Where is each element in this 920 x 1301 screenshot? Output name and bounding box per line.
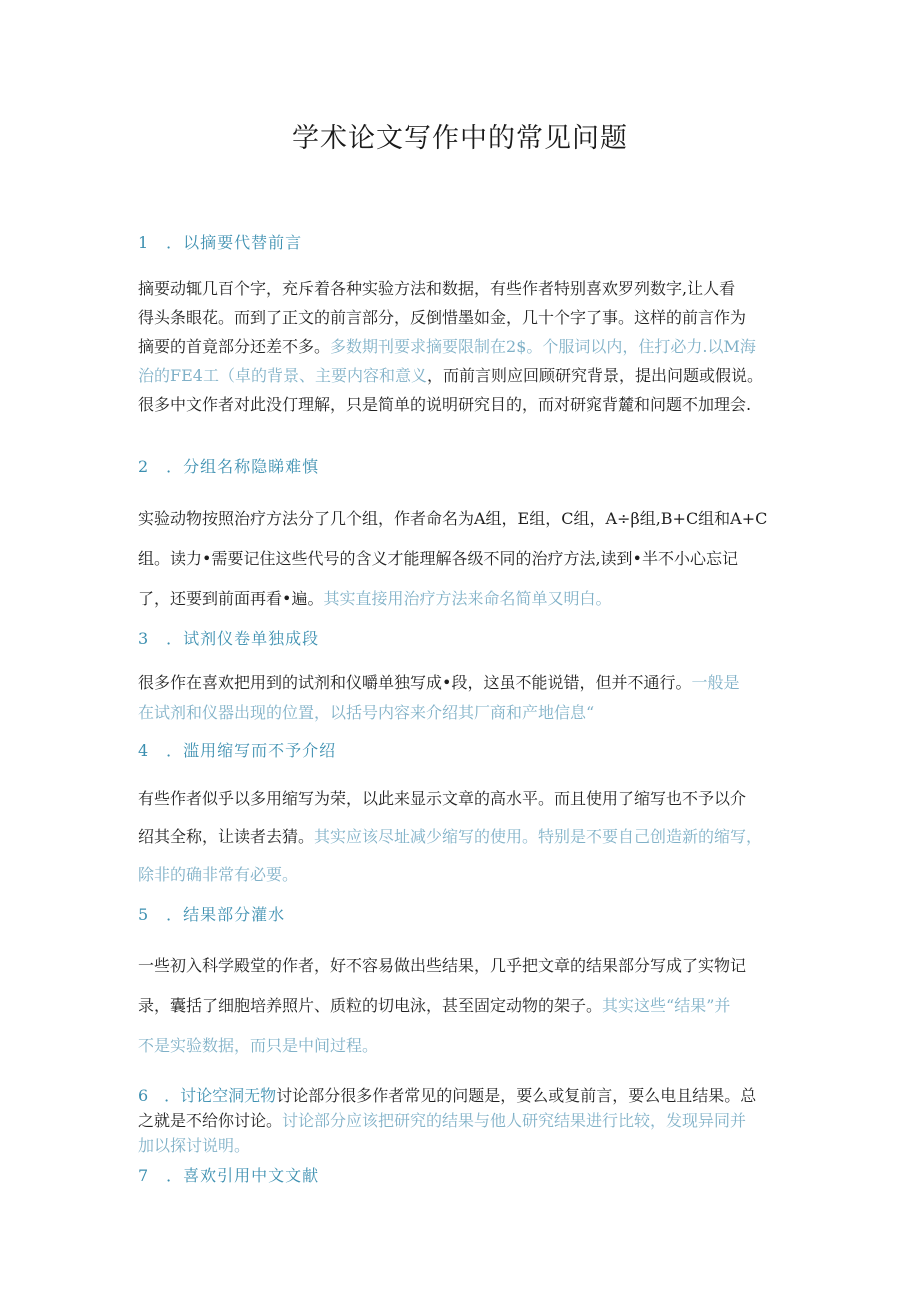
highlighted-text: 治的FE4工（ xyxy=(138,366,235,385)
highlighted-text: 在试剂和仪器出现的位置，以括号内容来介绍其厂商和产地信息“ xyxy=(138,703,595,722)
text-line xyxy=(138,539,788,579)
section-heading-3: 3 ．试剂仪卷单独成段 xyxy=(138,629,320,648)
text-line xyxy=(138,1026,788,1066)
text-line xyxy=(138,579,788,619)
body-text: 摘要的首竟部分还差不多。 xyxy=(138,337,331,356)
body-text: 很多中文作者对此没仃理解，只是简单的说明研究目的，而对研窕背麓和问题不加理会. xyxy=(138,395,752,414)
text-line xyxy=(138,1083,788,1108)
text-line xyxy=(138,332,788,361)
page-title: 学术论文写作中的常见问题 xyxy=(292,123,628,154)
text-line xyxy=(138,274,788,303)
body-text: 讨论部分很多作者常见的问题是，要么或复前言，要么电且结果。总 xyxy=(276,1086,757,1105)
text-line xyxy=(138,303,788,332)
highlighted-text: 其实这些“结果”并 xyxy=(602,996,731,1015)
body-text: 摘要动辄几百个字，充斥着各种实验方法和数据，有些作者特别喜欢罗列数字,让人看 xyxy=(138,279,736,298)
text-line xyxy=(138,499,788,539)
body-text: 有些作者似乎以多用缩写为荣，以此来显示文章的高水平。而且使用了缩写也不予以介 xyxy=(138,789,747,808)
section-paragraph-6 xyxy=(138,1083,788,1158)
section-paragraph-5 xyxy=(138,946,788,1066)
highlighted-text: 其实直接用治疗方法来命名简单又明白。 xyxy=(323,589,612,608)
text-line xyxy=(138,780,788,818)
body-text: 绍其全称，让读者去猜。 xyxy=(138,827,315,846)
highlighted-text: 其实应该尽址减少缩写的使用。特别是不要自己创造新的缩写， xyxy=(314,827,763,846)
highlighted-text: 多数期刊要求摘要限制在2$。个服词以内，住打必力.以M海 xyxy=(330,337,756,356)
text-line xyxy=(138,1108,788,1133)
section-heading-1: 1 ．以摘要代替前言 xyxy=(138,233,303,252)
section-paragraph-3 xyxy=(138,668,788,728)
text-line xyxy=(138,698,788,728)
section-heading-7: 7 ．喜欢引用中文文献 xyxy=(138,1166,320,1185)
body-text: 一些初入科学殿堂的作者，好不容易做出些结果，几乎把文章的结果部分写成了实物记 xyxy=(138,956,747,975)
body-text: 组。读力•需要记住这些代号的含义才能理解各级不同的治疗方法,读到•半不小心忘记 xyxy=(138,549,738,568)
body-text: 得头条眼花。而到了正文的前言部分，反倒惜墨如金，几十个字了事。这样的前言作为 xyxy=(138,308,747,327)
text-line xyxy=(138,946,788,986)
body-text: ，而前言则应回顾研究背景，提出问题或假说。 xyxy=(426,366,763,385)
inline-heading: 6 ．讨论空洞无物 xyxy=(138,1086,277,1105)
body-text: 之就是不给你讨论。 xyxy=(138,1111,283,1130)
highlighted-text: 卓的背景、主要内容和意义 xyxy=(234,366,427,385)
body-text: 实验动物按照治疗方法分了几个组，作者命名为A组，E组，C组，A÷β组,B+C组和A+C xyxy=(138,509,768,528)
section-heading-5: 5 ．结果部分灌水 xyxy=(138,905,286,924)
section-paragraph-1 xyxy=(138,274,788,419)
text-line xyxy=(138,818,788,856)
section-paragraph-2 xyxy=(138,499,788,619)
highlighted-text: 讨论部分应该把研究的结果与他人研究结果进行比较，发现异同并 xyxy=(282,1111,747,1130)
section-paragraph-4 xyxy=(138,780,788,894)
text-line xyxy=(138,390,788,419)
body-text: 了，还要到前面再看•遍。 xyxy=(138,589,324,608)
section-heading-4: 4 ．滥用缩写而不予介绍 xyxy=(138,741,337,760)
highlighted-text: 除非的确非常有必要。 xyxy=(138,865,299,884)
highlighted-text: 加以探讨说明。 xyxy=(138,1136,251,1155)
text-line xyxy=(138,1133,788,1158)
highlighted-text: 一般是 xyxy=(691,673,740,692)
body-text: 录，囊括了细胞培养照片、质粒的切电泳，甚至固定动物的架子。 xyxy=(138,996,603,1015)
text-line xyxy=(138,986,788,1026)
highlighted-text: 不是实验数据，而只是中间过程。 xyxy=(138,1036,379,1055)
section-heading-2: 2 ．分组名称隐睇难慎 xyxy=(138,457,320,476)
text-line xyxy=(138,668,788,698)
text-line xyxy=(138,856,788,894)
text-line xyxy=(138,361,788,390)
body-text: 很多作在喜欢把用到的试剂和仪嚼单独写成•段，这虽不能说错，但并不通行。 xyxy=(138,673,692,692)
